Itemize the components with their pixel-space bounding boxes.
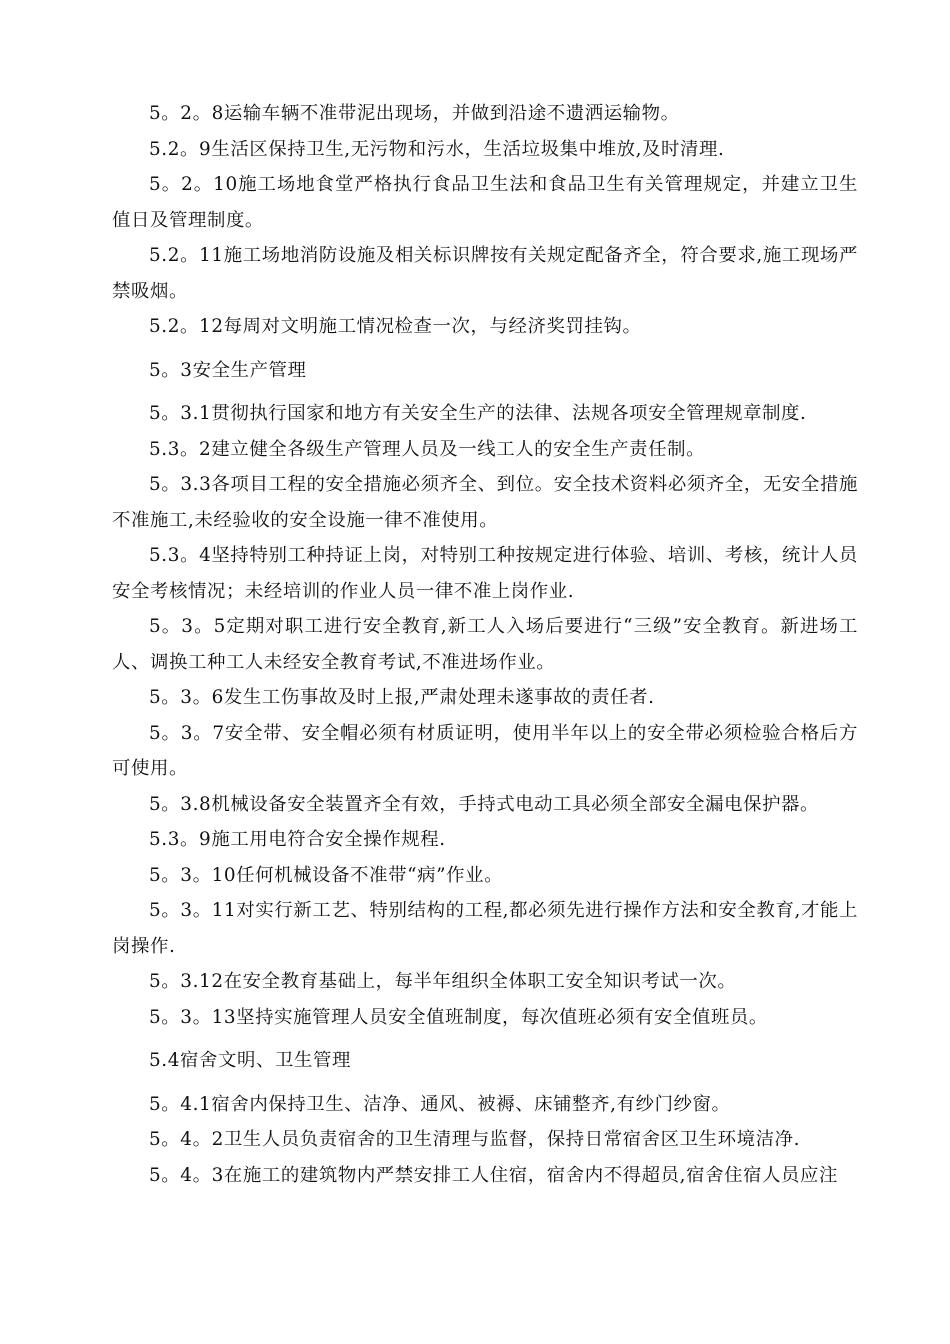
paragraph-5-3-7: 5。3。7安全带、安全帽必须有材质证明，使用半年以上的安全带必须检验合格后方可使用。: [112, 722, 858, 779]
paragraph-5-4-2: 5。4。2卫生人员负责宿舍的卫生清理与监督，保持日常宿舍区卫生环境洁净.: [149, 1129, 801, 1150]
paragraph-5-2-11: 5.2。11施工场地消防设施及相关标识牌按有关规定配备齐全，符合要求,施工现场严禁吸烟。: [112, 245, 858, 302]
paragraph-5-3-11: 5。3。11对实行新工艺、特别结构的工程,都必须先进行操作方法和安全教育,才能上岗操作.: [112, 900, 858, 957]
paragraph-5-2-12: 5.2。12每周对文明施工情况检查一次，与经济奖罚挂钩。: [149, 316, 642, 337]
paragraph-5-4-1: 5。4.1宿舍内保持卫生、洁净、通风、被褥、床铺整齐,有纱门纱窗。: [149, 1093, 731, 1115]
paragraph-5-3-6: 5。3。6发生工伤事故及时上报,严肃处理未遂事故的责任者.: [149, 687, 655, 708]
paragraph-5-3-2: 5.3。2建立健全各级生产管理人员及一线工人的安全生产责任制。: [149, 438, 706, 460]
paragraph-5-3-9: 5.3。9施工用电符合安全操作规程.: [149, 829, 446, 850]
paragraph-5-3-4: 5.3。4坚持特别工种持证上岗，对特别工种按规定进行体验、培训、考核，统计人员安全考核情况；未经培训的作业人员一律不准上岗作业.: [112, 545, 858, 602]
section-heading-5-3: 5。3安全生产管理: [149, 359, 307, 381]
document-body: [112, 96, 858, 1193]
paragraph-5-3-3: 5。3.3各项目工程的安全措施必须齐全、到位。安全技术资料必须齐全，无安全措施不准施工,未经验收的安全设施一律不准使用。: [112, 474, 858, 531]
paragraph-5-3-13: 5。3。13坚持实施管理人员安全值班制度，每次值班必须有安全值班员。: [149, 1006, 768, 1028]
paragraph-5-4-3: 5。4。3在施工的建筑物内严禁安排工人住宿，宿舍内不得超员,宿舍住宿人员应注: [149, 1164, 839, 1186]
paragraph-5-2-8: 5。2。8运输车辆不准带泥出现场，并做到沿途不遗洒运输物。: [149, 103, 680, 124]
paragraph-5-3-1: 5。3.1贯彻执行国家和地方有关安全生产的法律、法规各项安全管理规章制度.: [149, 403, 807, 424]
paragraph-5-3-5: 5。3。5定期对职工进行安全教育,新工人入场后要进行“三级”安全教育。新进场工人、调换工种工人未经安全教育考试,不准进场作业。: [112, 616, 858, 673]
paragraph-5-3-12: 5。3.12在安全教育基础上，每半年组织全体职工安全知识考试一次。: [149, 971, 737, 992]
paragraph-5-3-8: 5。3.8机械设备安全装置齐全有效，手持式电动工具必须全部安全漏电保护器。: [149, 793, 820, 815]
paragraph-5-3-10: 5。3。10任何机械设备不准带“病”作业。: [149, 864, 504, 886]
section-heading-5-4: 5.4宿舍文明、卫生管理: [149, 1050, 351, 1071]
paragraph-5-2-10: 5。2。10施工场地食堂严格执行食品卫生法和食品卫生有关管理规定，并建立卫生值日及管理制度。: [112, 174, 858, 231]
paragraph-5-2-9: 5.2。9生活区保持卫生,无污物和污水，生活垃圾集中堆放,及时清理.: [149, 138, 725, 160]
